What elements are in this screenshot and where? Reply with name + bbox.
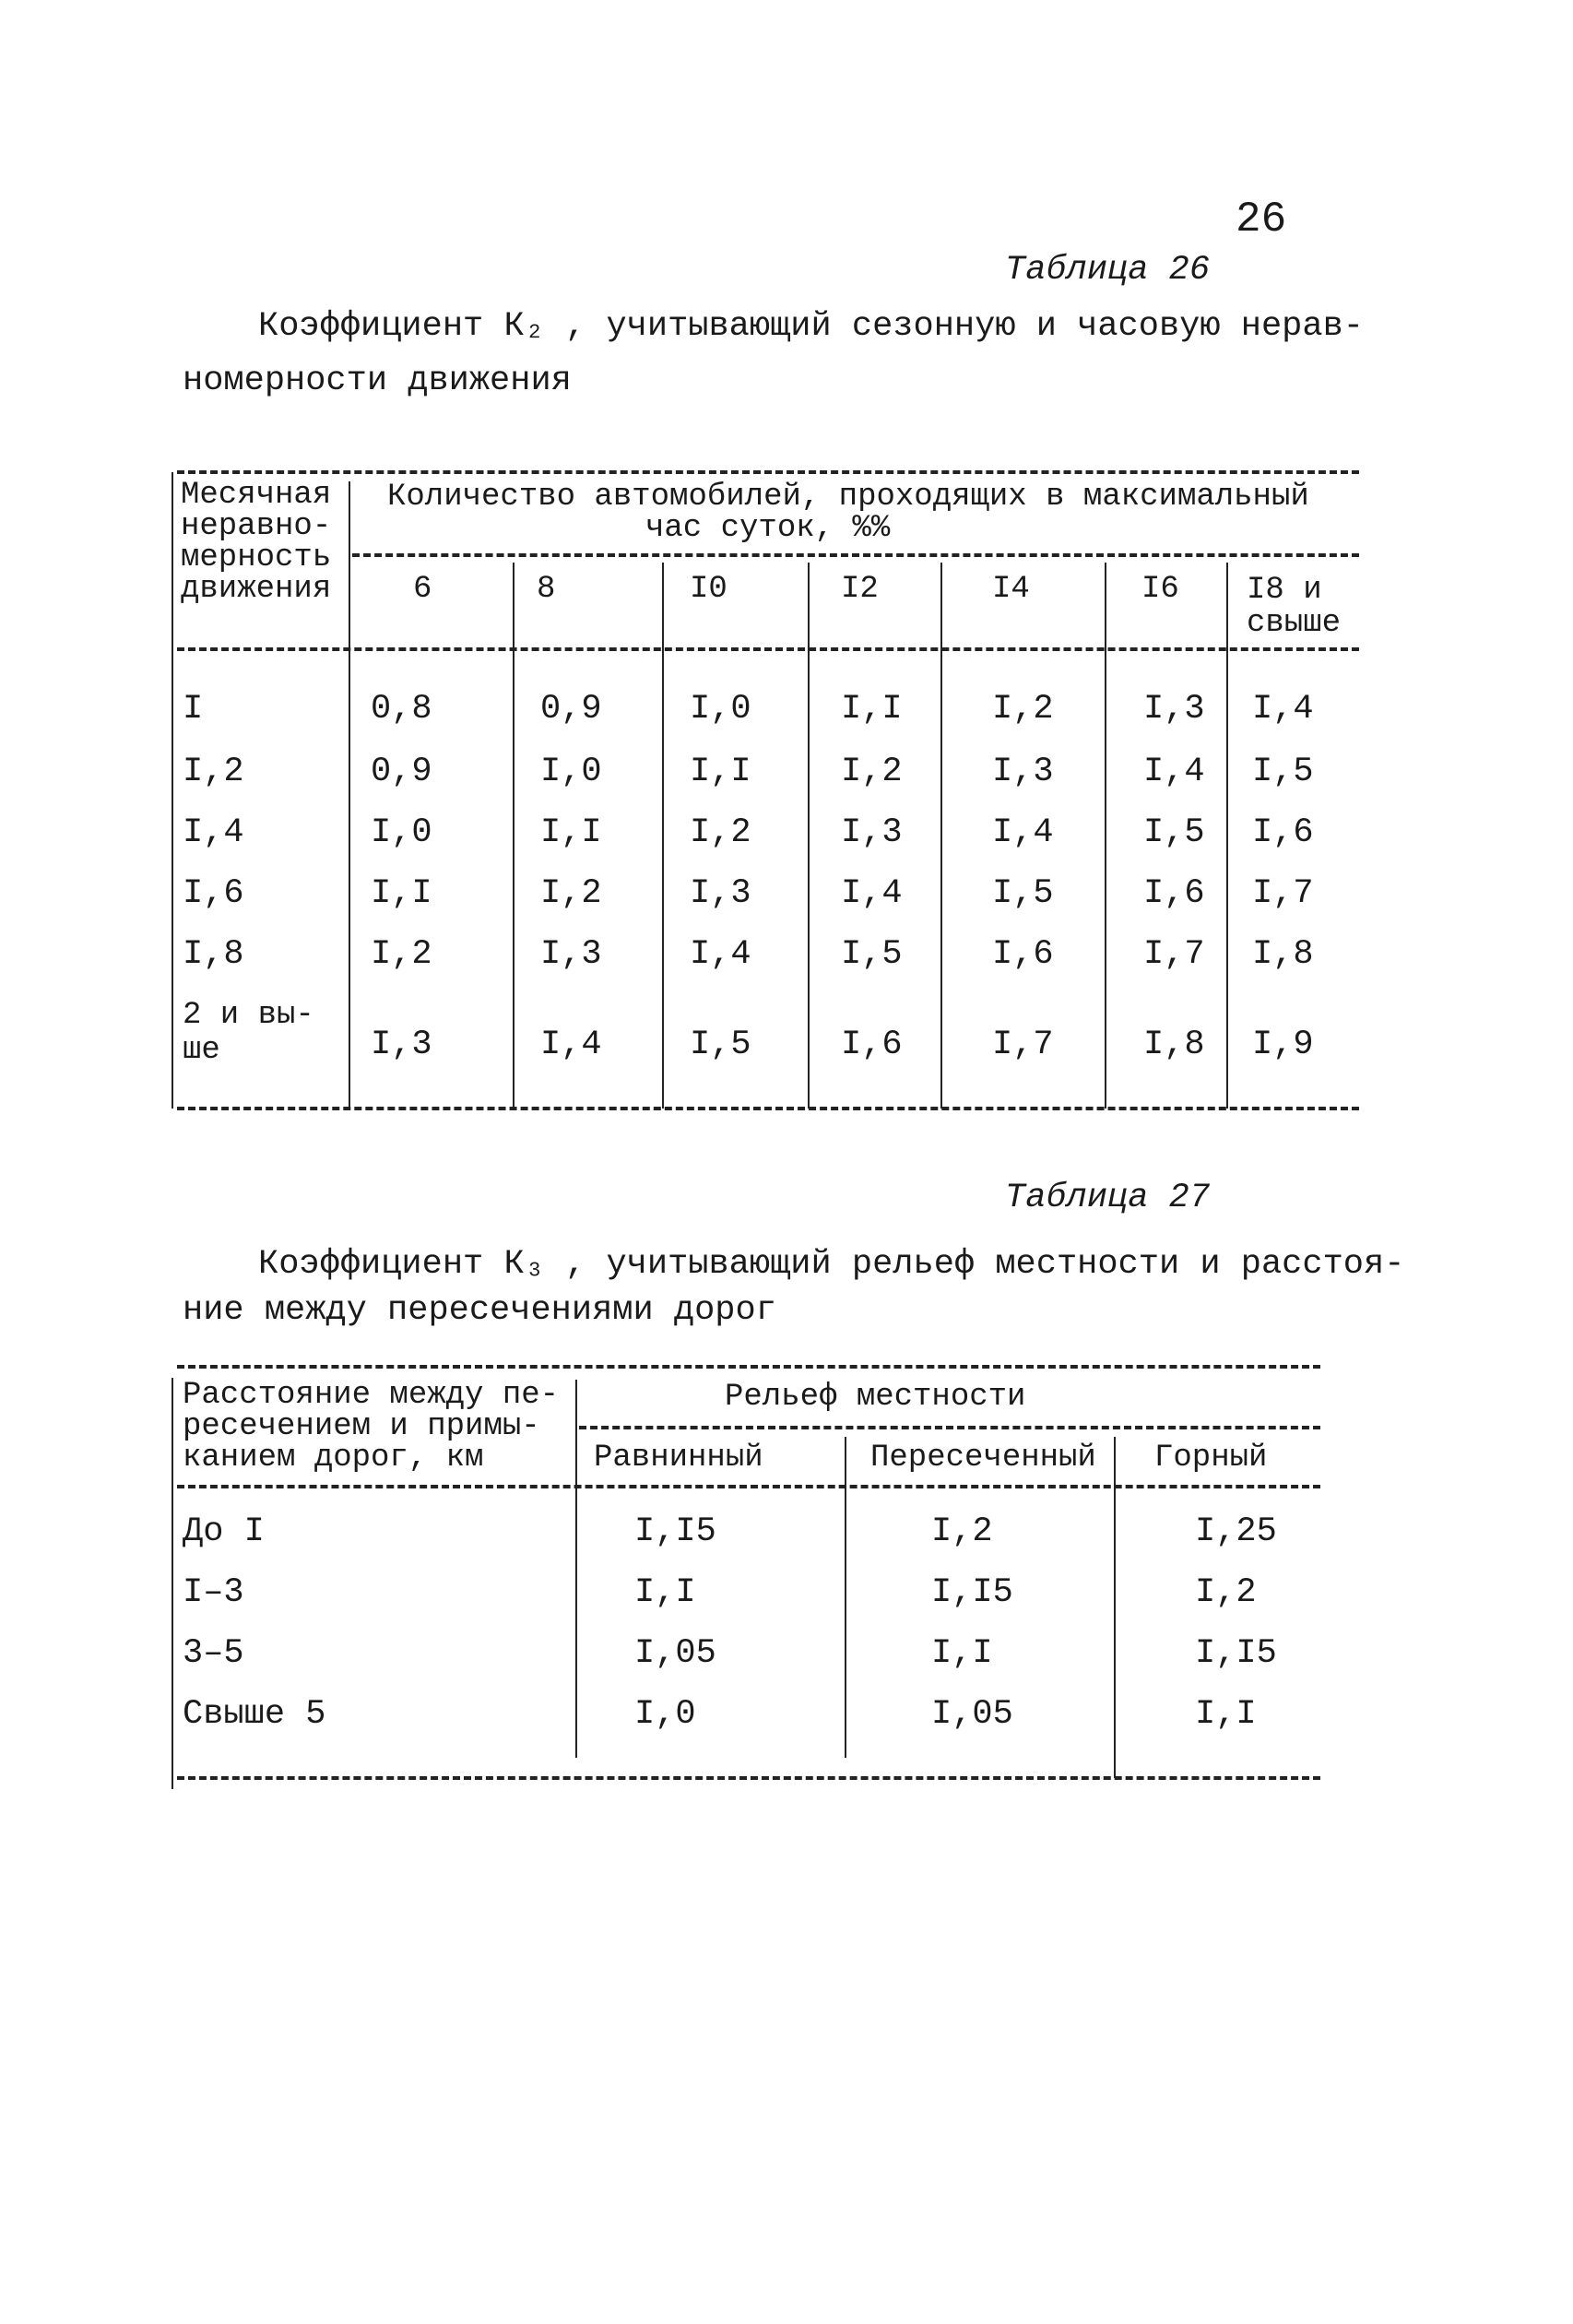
table-cell: I,I xyxy=(690,753,751,791)
table-cell: I,8 xyxy=(1252,935,1314,974)
table-cell: I,3 xyxy=(841,813,903,852)
table-cell: I,0 xyxy=(690,690,751,729)
table-26-column-header: I0 xyxy=(690,572,727,607)
table-cell: I,I5 xyxy=(1195,1634,1277,1673)
table-26-column-header: I4 xyxy=(992,572,1030,607)
table-row-label: I–3 xyxy=(183,1573,244,1612)
table-cell: I,2 xyxy=(1195,1573,1257,1612)
table-26-col-divider xyxy=(940,563,942,1109)
table-cell: I,I xyxy=(634,1573,696,1612)
table-26-column-header: 8 xyxy=(537,572,556,607)
table-cell: I,6 xyxy=(1252,813,1314,852)
table-27-header-col0: ресечением и примы- xyxy=(183,1409,540,1444)
table-row-label: I,6 xyxy=(183,874,244,913)
table-27-top-rule xyxy=(177,1365,1320,1369)
table-cell: I,3 xyxy=(540,935,602,974)
table-26-caption-line2: номерности движения xyxy=(183,362,572,400)
table-27-column-header: Пересеченный xyxy=(870,1441,1096,1476)
table-27-column-header: Равнинный xyxy=(594,1441,763,1476)
table-26-header-col0: Месячная xyxy=(181,478,332,513)
table-26-column-header: I2 xyxy=(841,572,879,607)
table-cell: I,5 xyxy=(841,935,903,974)
table-cell: I,I xyxy=(540,813,602,852)
table-row-label: Свыше 5 xyxy=(183,1695,326,1734)
table-26-col-divider xyxy=(513,563,514,1109)
table-27-col-divider xyxy=(1114,1437,1116,1778)
table-26-col-divider xyxy=(349,481,350,1109)
table-26-col-divider xyxy=(1226,563,1228,1109)
table-cell: I,2 xyxy=(540,874,602,913)
table-cell: I,4 xyxy=(1143,753,1205,791)
table-26-top-rule xyxy=(177,470,1359,474)
table-row-label: I,4 xyxy=(183,813,244,852)
table-cell: I,2 xyxy=(992,690,1054,729)
table-cell: I,I5 xyxy=(634,1512,716,1551)
table-27-column-header: Горный xyxy=(1154,1441,1268,1476)
table-cell: I,I xyxy=(931,1634,993,1673)
table-cell: I,I xyxy=(371,874,432,913)
table-27-group-header: Рельеф местности xyxy=(725,1380,1026,1415)
table-cell: I,4 xyxy=(540,1026,602,1064)
table-cell: I,4 xyxy=(690,935,751,974)
table-cell: 0,8 xyxy=(371,690,432,729)
table-cell: I,5 xyxy=(992,874,1054,913)
table-cell: I,4 xyxy=(841,874,903,913)
table-cell: I,I xyxy=(1195,1695,1257,1734)
table-27-bottom-rule xyxy=(177,1776,1320,1780)
table-27-col-divider xyxy=(575,1380,577,1758)
table-27-label: Таблица 27 xyxy=(1005,1179,1211,1217)
table-row-label: 2 и вы-ше xyxy=(183,998,314,1068)
table-cell: I,3 xyxy=(371,1026,432,1064)
table-26-col-divider xyxy=(1105,563,1106,1109)
table-26-header-col0: неравно- xyxy=(181,509,332,544)
table-cell: I,7 xyxy=(1143,935,1205,974)
table-26-header-col0: движения xyxy=(181,572,332,607)
table-26-column-header: 6 xyxy=(413,572,432,607)
table-27-left-border xyxy=(171,1378,173,1789)
table-cell: I,0 xyxy=(634,1695,696,1734)
table-26-group-header: Количество автомобилей, проходящих в максимальный xyxy=(387,480,1309,515)
table-cell: I,7 xyxy=(1252,874,1314,913)
table-26-subheader-rule xyxy=(352,553,1359,557)
table-26-column-header: I6 xyxy=(1141,572,1179,607)
table-26-col-divider xyxy=(808,563,810,1109)
table-cell: I,9 xyxy=(1252,1026,1314,1064)
table-cell: I,3 xyxy=(1143,690,1205,729)
table-26-col-divider xyxy=(662,563,664,1109)
table-27-subheader-rule xyxy=(579,1426,1320,1429)
table-cell: I,4 xyxy=(992,813,1054,852)
table-27-caption-line2: ние между пересечениями дорог xyxy=(183,1291,776,1330)
table-cell: I,05 xyxy=(634,1634,716,1673)
table-cell: I,6 xyxy=(1143,874,1205,913)
table-cell: I,2 xyxy=(690,813,751,852)
table-cell: I,5 xyxy=(1143,813,1205,852)
table-cell: I,25 xyxy=(1195,1512,1277,1551)
table-26-left-border xyxy=(171,472,173,1109)
table-cell: I,6 xyxy=(992,935,1054,974)
table-27-col-divider xyxy=(845,1437,846,1758)
table-cell: I,3 xyxy=(690,874,751,913)
table-cell: I,5 xyxy=(690,1026,751,1064)
table-cell: 0,9 xyxy=(371,753,432,791)
table-26-caption-line1: Коэффициент К₂ , учитывающий сезонную и часовую нерав- xyxy=(258,307,1364,346)
table-27-header-col0: канием дорог, км xyxy=(183,1441,484,1476)
table-27-header-col0: Расстояние между пе- xyxy=(183,1378,560,1413)
table-27-caption-line1: Коэффициент К₃ , учитывающий рельеф местности и расстоя- xyxy=(258,1245,1405,1284)
table-cell: 0,9 xyxy=(540,690,602,729)
table-26-column-header: I8 и свыше xyxy=(1247,573,1342,641)
table-cell: I,8 xyxy=(1143,1026,1205,1064)
table-26-label: Таблица 26 xyxy=(1005,251,1211,290)
table-26-bottom-rule xyxy=(177,1107,1359,1110)
table-cell: I,I xyxy=(841,690,903,729)
table-cell: I,4 xyxy=(1252,690,1314,729)
table-26-header-col0: мерность xyxy=(181,540,332,575)
table-cell: I,7 xyxy=(992,1026,1054,1064)
table-cell: I,0 xyxy=(371,813,432,852)
table-cell: I,2 xyxy=(841,753,903,791)
table-row-label: До I xyxy=(183,1512,265,1551)
table-cell: I,5 xyxy=(1252,753,1314,791)
table-row-label: I,2 xyxy=(183,753,244,791)
page-number: 26 xyxy=(1236,196,1287,243)
table-26-group-header: час суток, %% xyxy=(645,511,891,546)
table-cell: I,6 xyxy=(841,1026,903,1064)
table-cell: I,2 xyxy=(371,935,432,974)
table-cell: I,2 xyxy=(931,1512,993,1551)
table-row-label: I,8 xyxy=(183,935,244,974)
table-27-header-rule xyxy=(177,1485,1320,1488)
table-row-label: 3–5 xyxy=(183,1634,244,1673)
table-26-header-rule xyxy=(177,647,1359,651)
table-cell: I,05 xyxy=(931,1695,1013,1734)
table-cell: I,0 xyxy=(540,753,602,791)
table-row-label: I xyxy=(183,690,204,729)
table-cell: I,I5 xyxy=(931,1573,1013,1612)
table-cell: I,3 xyxy=(992,753,1054,791)
